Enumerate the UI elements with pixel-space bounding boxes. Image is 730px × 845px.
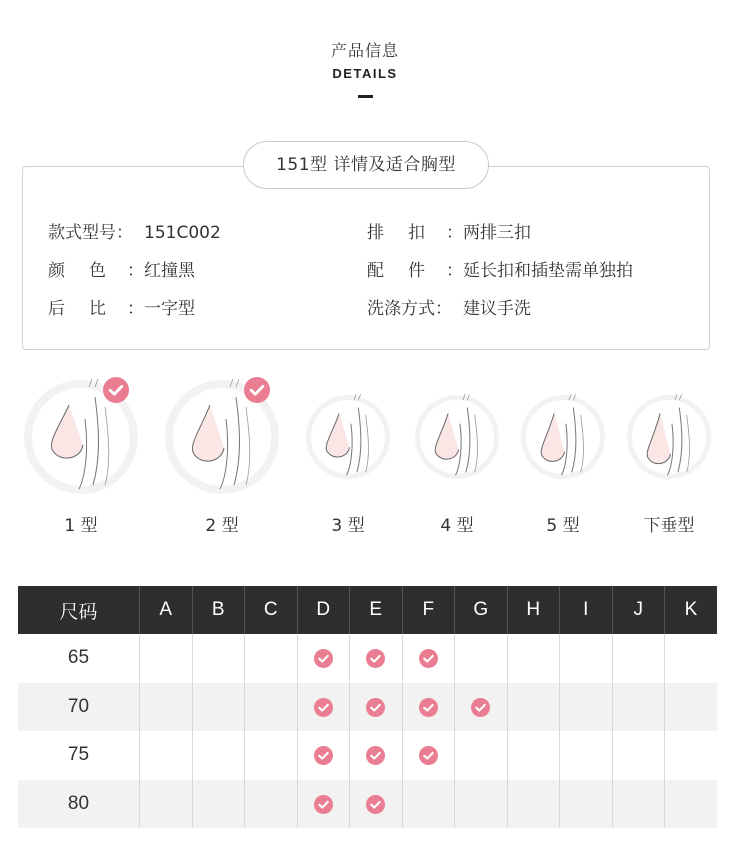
band-size-cell: 65: [67, 647, 90, 669]
breast-shape-illustration: [4, 360, 158, 514]
cup-header-f: F: [402, 586, 455, 634]
size-cell-65-a: [140, 634, 193, 683]
cup-header-b: B: [192, 586, 245, 634]
check-circle-icon: [366, 746, 385, 765]
section-title-en: DETAILS: [332, 66, 398, 81]
info-row-accessories: 配 件 ： 延长扣和插垫需单独拍: [367, 256, 633, 281]
size-cell-75-i: [560, 731, 613, 780]
size-cell-75-a: [140, 731, 193, 780]
check-circle-icon: [314, 698, 333, 717]
size-cell-70-g: [455, 683, 508, 732]
section-title-zh: 产品信息: [330, 41, 399, 60]
size-cell-65-g: [455, 634, 508, 683]
check-circle-icon: [366, 698, 385, 717]
size-cell-80-d: [297, 780, 350, 829]
check-circle-icon: [419, 746, 438, 765]
breast-shape-label: 下垂型: [643, 516, 695, 536]
back-value: 一字型: [144, 299, 195, 319]
cup-header-h: H: [507, 586, 560, 634]
size-cell-75-e: [350, 731, 403, 780]
size-row-75: [18, 731, 717, 780]
breast-shape-2: [145, 360, 299, 536]
info-row-color: 颜 色 ： 红撞黑: [48, 256, 195, 281]
breast-shape-3: [286, 375, 410, 536]
cup-header-c: C: [245, 586, 298, 634]
info-row-hooks: 排 扣 ： 两排三扣: [367, 218, 531, 243]
info-key: 颜 色: [48, 261, 106, 281]
size-cell-65-j: [612, 634, 665, 683]
cup-header-a: A: [140, 586, 193, 634]
band-size-cell: 80: [18, 780, 140, 829]
breast-shape-illustration: [286, 375, 410, 499]
breast-shape-6: [607, 375, 730, 536]
size-cell-70-j: [612, 683, 665, 732]
size-row-70: [18, 683, 717, 732]
accessories-value: 延长扣和插垫需单独拍: [463, 261, 633, 281]
cup-header-k: K: [665, 586, 718, 634]
breast-shape-label: 3 型: [331, 516, 365, 536]
info-row-back: 后 比 ： 一字型: [48, 294, 195, 319]
size-cell-70-a: [140, 683, 193, 732]
cup-header-i: I: [560, 586, 613, 634]
size-cell-65-f: [402, 634, 455, 683]
check-circle-icon: [419, 698, 438, 717]
size-cell-80-k: [665, 780, 718, 829]
check-circle-icon: [314, 746, 333, 765]
cup-header-j: J: [612, 586, 665, 634]
cup-header-e: E: [350, 586, 403, 634]
size-cell-65-d: [297, 634, 350, 683]
size-cell-80-h: [507, 780, 560, 829]
info-key: 配 件: [367, 261, 425, 281]
size-cell-65-k: [665, 634, 718, 683]
size-cell-70-b: [192, 683, 245, 732]
size-cell-70-i: [560, 683, 613, 732]
size-cell-70-e: [350, 683, 403, 732]
style-no-value: 151C002: [144, 223, 221, 243]
size-row-65: [18, 634, 717, 683]
info-key: 排 扣: [367, 223, 425, 243]
check-circle-icon: [419, 649, 438, 668]
breast-shape-label: 5 型: [546, 516, 580, 536]
size-table-header: [18, 586, 717, 634]
breast-shape-1: [4, 360, 158, 536]
info-box-title: 151型 详情及适合胸型: [243, 141, 489, 189]
breast-shape-label: 2 型: [205, 516, 239, 536]
size-cell-75-j: [612, 731, 665, 780]
size-cell-70-f: [402, 683, 455, 732]
size-cell-65-h: [507, 634, 560, 683]
size-cell-80-a: [140, 780, 193, 829]
hooks-value: 两排三扣: [463, 223, 531, 243]
size-cell-80-c: [245, 780, 298, 829]
size-cell-80-j: [612, 780, 665, 829]
size-cell-65-b: [192, 634, 245, 683]
breast-shape-label: 4 型: [440, 516, 474, 536]
size-corner-label: 尺码: [18, 586, 140, 634]
size-cell-65-c: [245, 634, 298, 683]
selected-check-icon: [103, 377, 129, 407]
size-cell-75-g: [455, 731, 508, 780]
breast-shape-label: 1 型: [64, 516, 98, 536]
size-row-80: [18, 780, 717, 829]
size-cell-80-g: [455, 780, 508, 829]
size-cell-75-d: [297, 731, 350, 780]
info-row-style-no: 款式型号： 151C002: [48, 223, 221, 243]
size-cell-70-k: [665, 683, 718, 732]
size-cell-65-e: [350, 634, 403, 683]
cup-header-g: G: [455, 586, 508, 634]
size-table: [18, 586, 717, 828]
size-cell-75-b: [192, 731, 245, 780]
size-cell-70-c: [245, 683, 298, 732]
size-cell-65-i: [560, 634, 613, 683]
size-cell-75-k: [665, 731, 718, 780]
cup-header-d: D: [297, 586, 350, 634]
breast-shape-illustration: [607, 375, 730, 499]
size-cell-70-d: [297, 683, 350, 732]
washing-value: 建议手洗: [463, 299, 531, 319]
check-circle-icon: [366, 649, 385, 668]
selected-check-icon: [244, 377, 270, 407]
info-key: 后 比: [48, 299, 106, 319]
band-size-cell: 70: [18, 683, 140, 732]
check-circle-icon: [366, 795, 385, 814]
check-circle-icon: [471, 698, 490, 717]
size-cell-75-h: [507, 731, 560, 780]
title-divider: [358, 95, 373, 98]
check-circle-icon: [314, 649, 333, 668]
size-cell-75-f: [402, 731, 455, 780]
size-cell-80-i: [560, 780, 613, 829]
size-cell-75-c: [245, 731, 298, 780]
size-cell-80-e: [350, 780, 403, 829]
size-cell-80-f: [402, 780, 455, 829]
size-cell-80-b: [192, 780, 245, 829]
section-header: [0, 38, 730, 98]
color-value: 红撞黑: [144, 261, 195, 281]
band-size-cell: 75: [67, 744, 90, 766]
breast-shape-illustration: [145, 360, 299, 514]
info-row-washing: 洗涤方式： 建议手洗: [367, 294, 531, 319]
size-cell-70-h: [507, 683, 560, 732]
check-circle-icon: [314, 795, 333, 814]
